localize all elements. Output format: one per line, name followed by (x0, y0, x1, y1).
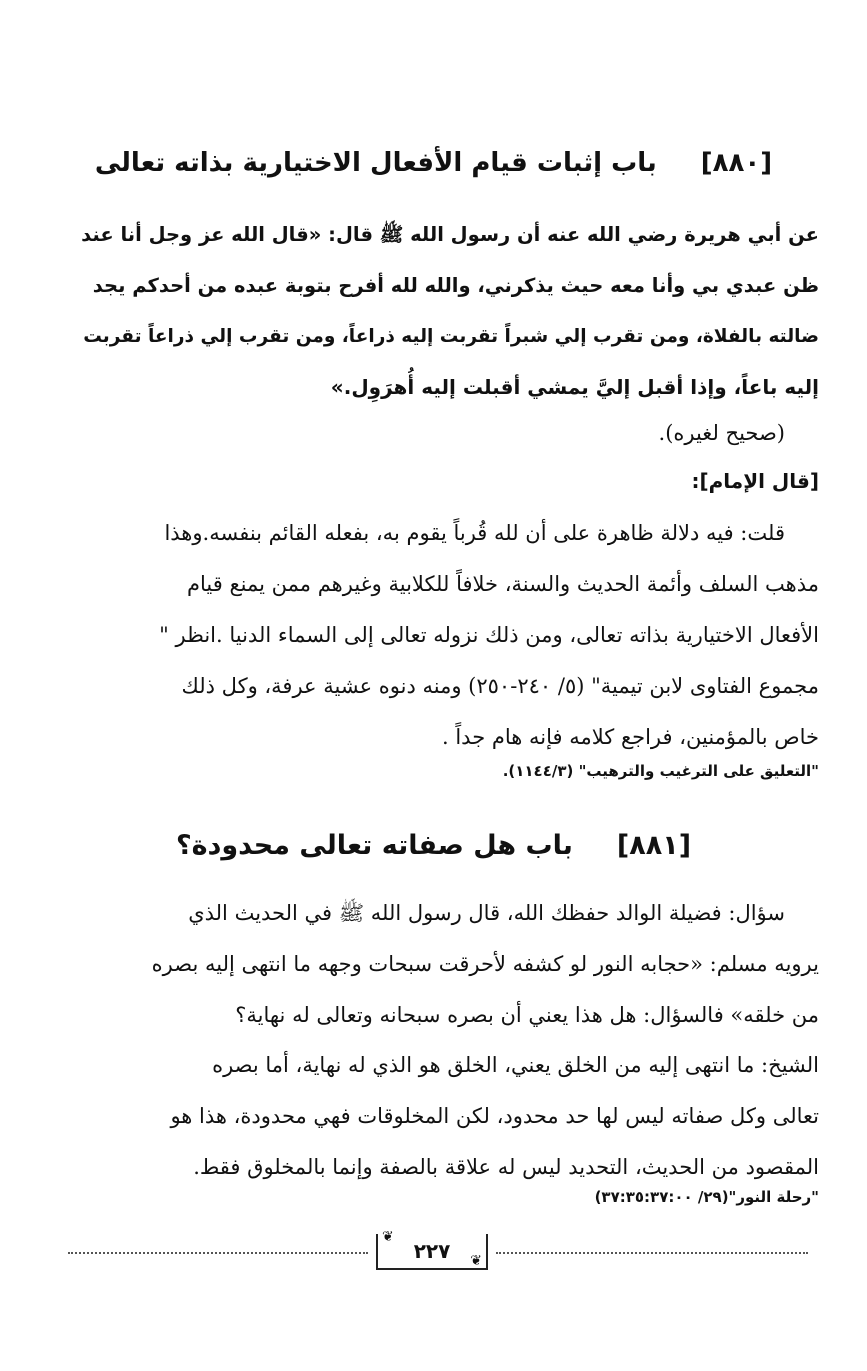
chapter-number: [٨٨٠] (700, 148, 773, 178)
hadith-line: إليه باعاً، وإذا أقبل إليَّ يمشي أقبلت إليه أُهرَوِل.» (330, 375, 819, 399)
question-line: سؤال: فضيلة الوالد حفظك الله، قال رسول الله ﷺ في الحديث الذي (188, 901, 785, 925)
hadith-line: عن أبي هريرة رضي الله عنه أن رسول الله ﷺ قال: «قال الله عز وجل أنا عند (81, 223, 819, 246)
ornament-icon: ❦ (470, 1253, 482, 1269)
grading (76, 408, 819, 459)
commentary-line: خاص بالمؤمنين، فراجع كلامه فإنه هام جداً . (442, 725, 819, 749)
answer-line: الشيخ: ما انتهى إليه من الخلق يعني، الخلق هو الذي له نهاية، أما بصره (212, 1053, 819, 1077)
source-citation: "رحلة النور"(٢٩/ ٣٧:٣٥:٣٧:٠٠) (594, 1188, 819, 1206)
chapter-heading (90, 148, 777, 178)
question-line: يرويه مسلم: «حجابه النور لو كشفه لأحرقت سبحات وجهه ما انتهى إليه بصره (151, 952, 819, 976)
source-citation: "التعليق على الترغيب والترهيب" (١١٤٤/٣). (502, 762, 819, 780)
commentary-line: مذهب السلف وأئمة الحديث والسنة، خلافاً للكلابية وغيرهم ممن يمنع قيام (187, 572, 819, 596)
imam-label-text: [قال الإمام]: (691, 469, 819, 493)
answer-text (76, 1040, 819, 1193)
hadith-text (76, 209, 819, 413)
grading-text: (صحيح لغيره). (658, 421, 785, 445)
commentary-line: مجموع الفتاوى لابن تيمية" (٥/ ٢٤٠-٢٥٠) ومنه دنوه عشية عرفة، وكل ذلك (181, 674, 819, 698)
hadith-line: ضالته بالفلاة، ومن تقرب إلي شبراً تقربت إليه ذراعاً، ومن تقرب إلي ذراعاً تقربت (83, 326, 819, 347)
answer-line: تعالى وكل صفاته ليس لها حد محدود، لكن المخلوقات فهي محدودة، هذا هو (170, 1104, 819, 1128)
hadith-line: ظن عبدي بي وأنا معه حيث يذكرني، والله لله أفرح بتوبة عبده من أحدكم يجد (92, 274, 819, 297)
commentary-text (76, 508, 819, 763)
chapter-title: باب إثبات قيام الأفعال الاختيارية بذاته تعالى (94, 148, 657, 178)
chapter-number: [٨٨١] (616, 830, 692, 861)
page-number-box (376, 1229, 488, 1270)
question-text (76, 888, 819, 1041)
chapter-heading (90, 830, 777, 861)
imam-label (76, 456, 819, 507)
footer-rule-left (68, 1252, 368, 1254)
page-number: ٢٢٧ (413, 1239, 451, 1263)
chapter-title: باب هل صفاته تعالى محدودة؟ (175, 830, 573, 861)
answer-line: المقصود من الحديث، التحديد ليس له علاقة بالصفة وإنما بالمخلوق فقط. (193, 1155, 819, 1179)
commentary-line: الأفعال الاختيارية بذاته تعالى، ومن ذلك نزوله تعالى إلى السماء الدنيا .انظر " (159, 623, 819, 647)
footer-rule-right (496, 1252, 808, 1254)
question-line: من خلقه» فالسؤال: هل هذا يعني أن بصره سبحانه وتعالى له نهاية؟ (235, 1003, 819, 1027)
commentary-line: قلت: فيه دلالة ظاهرة على أن لله قُرباً يقوم به، بفعله القائم بنفسه.وهذا (164, 521, 785, 545)
ornament-icon: ❦ (382, 1229, 394, 1245)
